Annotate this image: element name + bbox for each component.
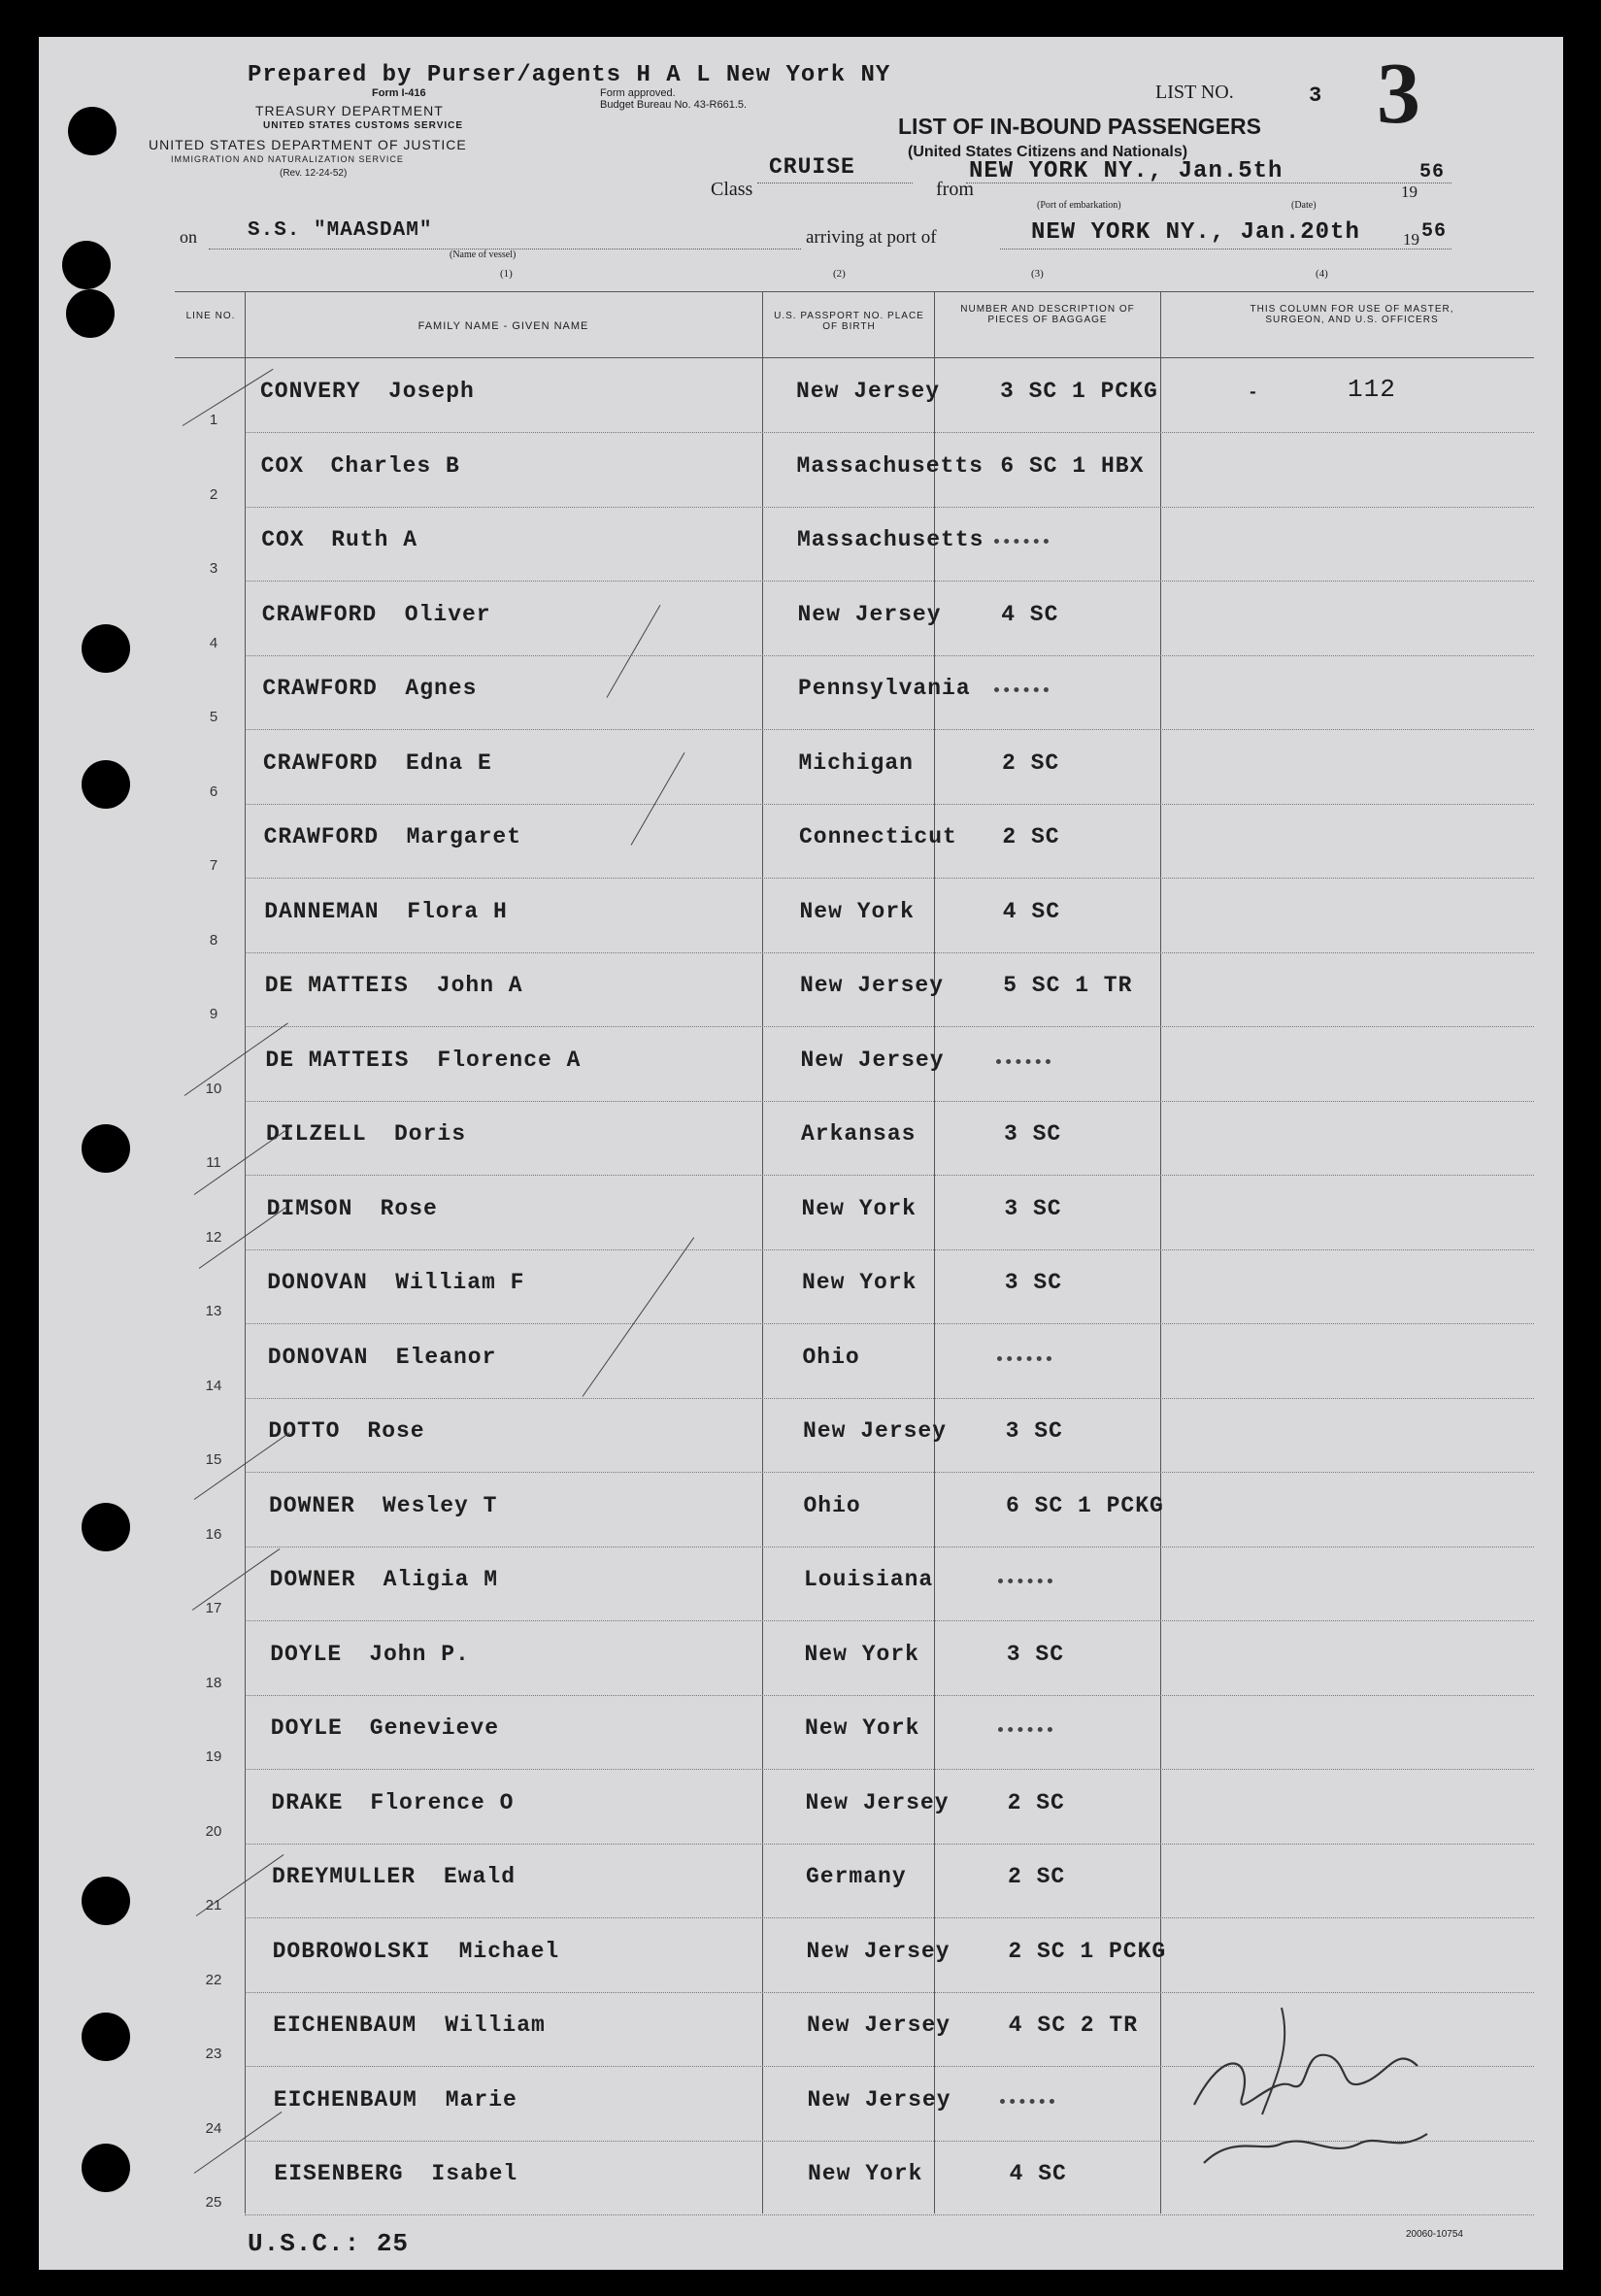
list-no-big: 3 (1377, 46, 1420, 142)
line-number: 22 (205, 1972, 222, 1988)
col-header-line: LINE NO. (185, 311, 236, 321)
col-marker-2: (2) (833, 268, 846, 280)
from-label: from (936, 179, 974, 200)
given-name: Agnes (405, 676, 478, 701)
line-number: 13 (205, 1303, 222, 1319)
row-rule (245, 507, 1534, 508)
given-name: Eleanor (395, 1345, 497, 1370)
family-name: DE MATTEIS (264, 973, 409, 998)
place-of-birth: Massachusetts (797, 527, 984, 552)
line-number: 1 (209, 412, 218, 428)
baggage-ditto-mark (1000, 2099, 1054, 2104)
family-name: DANNEMAN (264, 899, 380, 924)
given-name: Margaret (406, 824, 522, 849)
officer-note: 112 (1348, 375, 1396, 404)
baggage: 3 SC (1004, 1270, 1063, 1295)
year-prefix-1: 19 (1401, 183, 1418, 201)
family-name: DRAKE (271, 1790, 344, 1815)
baggage: 3 SC (1004, 1121, 1062, 1147)
row-rule (245, 1175, 1534, 1176)
row-rule (245, 1398, 1534, 1399)
check-mark (631, 752, 685, 846)
place-of-birth: New Jersey (796, 379, 941, 404)
binder-hole (82, 1503, 130, 1551)
given-name: Rose (367, 1418, 425, 1444)
row-rule (245, 1026, 1534, 1027)
row-rule (245, 1323, 1534, 1324)
baggage: 6 SC 1 HBX (1000, 453, 1145, 479)
row-rule (245, 655, 1534, 656)
family-name: CRAWFORD (262, 676, 378, 701)
date-label: (Date) (1291, 200, 1317, 211)
place-of-birth: Ohio (803, 1493, 861, 1518)
officer-dash: - (1248, 383, 1259, 403)
given-name: Isabel (431, 2161, 518, 2186)
family-name: CONVERY (260, 379, 361, 404)
given-name: Ruth A (331, 527, 418, 552)
place-of-birth: Massachusetts (796, 453, 984, 479)
baggage: 2 SC (1002, 750, 1060, 776)
given-name: Rose (380, 1196, 438, 1221)
line-number: 10 (205, 1081, 222, 1097)
baggage: 2 SC (1002, 824, 1060, 849)
line-number: 20 (205, 1823, 222, 1840)
binder-hole (82, 1877, 130, 1925)
line-number: 3 (209, 560, 218, 577)
customs-service: UNITED STATES CUSTOMS SERVICE (263, 120, 464, 131)
family-name: DONOVAN (267, 1345, 369, 1370)
place-of-birth: New York (799, 899, 915, 924)
given-name: Joseph (388, 379, 475, 404)
check-mark (583, 1237, 695, 1396)
family-name: EICHENBAUM (273, 2087, 417, 2113)
family-name: CRAWFORD (263, 824, 380, 849)
row-rule (245, 1844, 1534, 1845)
uscit-count: U.S.C.: 25 (248, 2229, 410, 2258)
given-name: Florence A (437, 1048, 582, 1073)
given-name: William F (395, 1270, 525, 1295)
line-number: 12 (205, 1229, 222, 1246)
given-name: John P. (369, 1642, 470, 1667)
place-of-birth: New Jersey (800, 973, 945, 998)
col-marker-4: (4) (1316, 268, 1328, 280)
place-of-birth: Pennsylvania (798, 676, 971, 701)
baggage: 6 SC 1 PCKG (1006, 1493, 1164, 1518)
baggage: 3 SC (1004, 1196, 1062, 1221)
given-name: Flora H (407, 899, 508, 924)
baggage-ditto-mark (996, 1059, 1051, 1064)
list-no-value: 3 (1309, 83, 1323, 108)
binder-hole (82, 1124, 130, 1173)
place-of-birth: New Jersey (805, 1790, 950, 1815)
place-of-birth: New York (805, 1715, 920, 1741)
line-number: 14 (205, 1378, 222, 1394)
baggage-ditto-mark (997, 1356, 1051, 1361)
col-header-officers: THIS COLUMN FOR USE OF MASTER, SURGEON, AND U.S. OFFICERS (1250, 304, 1454, 325)
row-rule (245, 1620, 1534, 1621)
row-rule (245, 952, 1534, 953)
line-number: 6 (209, 783, 218, 800)
place-of-birth: New Jersey (800, 1048, 945, 1073)
arriving-value: NEW YORK NY., Jan.20th (1031, 219, 1360, 246)
baggage: 2 SC (1007, 1790, 1065, 1815)
place-of-birth: New York (801, 1196, 917, 1221)
treasury-dept: TREASURY DEPARTMENT (255, 103, 444, 118)
baggage-ditto-mark (994, 539, 1049, 544)
given-name: John A (436, 973, 523, 998)
given-name: Marie (445, 2087, 517, 2113)
given-name: Wesley T (383, 1493, 498, 1518)
family-name: DOTTO (268, 1418, 341, 1444)
col-header-name: FAMILY NAME - GIVEN NAME (417, 320, 589, 332)
line-number: 19 (205, 1748, 222, 1765)
line-number: 15 (205, 1451, 222, 1468)
baggage: 4 SC 2 TR (1008, 2013, 1139, 2038)
row-rule (245, 804, 1534, 805)
col-header-baggage: NUMBER AND DESCRIPTION OF PIECES OF BAGGAGE (960, 304, 1135, 325)
place-of-birth: New York (802, 1270, 917, 1295)
class-label: Class (711, 179, 753, 200)
col-header-passport: U.S. PASSPORT NO. PLACE OF BIRTH (774, 311, 924, 332)
family-name: DIMSON (266, 1196, 353, 1221)
family-name: CRAWFORD (263, 750, 379, 776)
class-value: CRUISE (769, 154, 855, 180)
baggage: 5 SC 1 TR (1003, 973, 1133, 998)
line-number: 25 (205, 2194, 222, 2211)
given-name: Michael (458, 1939, 560, 1964)
line-number: 5 (209, 709, 218, 725)
row-rule (245, 729, 1534, 730)
line-number: 21 (205, 1897, 222, 1913)
on-label: on (180, 227, 197, 247)
doc-title: LIST OF IN-BOUND PASSENGERS (898, 114, 1261, 139)
baggage: 2 SC 1 PCKG (1008, 1939, 1167, 1964)
row-rule (245, 581, 1534, 582)
year-value-2: 56 (1421, 220, 1448, 243)
row-rule (245, 1249, 1534, 1250)
place-of-birth: Germany (806, 1864, 907, 1889)
prepared-by: Prepared by Purser/agents H A L New York NY (248, 62, 891, 88)
binder-hole (82, 760, 130, 809)
family-name: DE MATTEIS (265, 1048, 410, 1073)
budget-bureau: Budget Bureau No. 43-R661.5. (600, 99, 748, 111)
family-name: DREYMULLER (272, 1864, 417, 1889)
row-rule (245, 1472, 1534, 1473)
line-number: 4 (209, 635, 218, 651)
given-name: Florence O (370, 1790, 515, 1815)
year-prefix-2: 19 (1403, 230, 1419, 249)
immigration-service: IMMIGRATION AND NATURALIZATION SERVICE (171, 154, 404, 164)
binder-hole (82, 624, 130, 673)
line-number: 2 (209, 486, 218, 503)
given-name: Oliver (404, 602, 491, 627)
given-name: Charles B (330, 453, 460, 479)
place-of-birth: Michigan (798, 750, 914, 776)
line-number: 16 (205, 1526, 222, 1543)
binder-hole (66, 289, 115, 338)
row-rule (245, 432, 1534, 433)
family-name: DOYLE (270, 1715, 343, 1741)
family-name: EICHENBAUM (273, 2013, 417, 2038)
revision: (Rev. 12-24-52) (280, 168, 348, 179)
line-number: 7 (209, 857, 218, 874)
arriving-label: arriving at port of (806, 227, 937, 248)
form-approved: Form approved. (600, 87, 676, 99)
line-number: 9 (209, 1006, 218, 1022)
family-name: DONOVAN (267, 1270, 368, 1295)
year-value-1: 56 (1419, 161, 1446, 183)
line-number: 23 (205, 2046, 222, 2062)
baggage: 4 SC (1001, 602, 1059, 627)
baggage: 2 SC (1008, 1864, 1066, 1889)
baggage-ditto-mark (998, 1579, 1052, 1583)
family-name: DOBROWOLSKI (272, 1939, 431, 1964)
row-rule (245, 878, 1534, 879)
baggage: 4 SC (1009, 2161, 1067, 2186)
from-value: NEW YORK NY., Jan.5th (969, 158, 1284, 184)
binder-hole (82, 2144, 130, 2192)
family-name: DOWNER (269, 1567, 356, 1592)
given-name: Genevieve (369, 1715, 500, 1741)
baggage-ditto-mark (994, 687, 1049, 692)
baggage: 3 SC 1 PCKG (1000, 379, 1158, 404)
check-mark (192, 1548, 281, 1611)
list-no-label: LIST NO. (1155, 82, 1234, 103)
binder-hole (82, 2013, 130, 2061)
line-number: 24 (205, 2120, 222, 2137)
row-rule (245, 1917, 1534, 1918)
given-name: Aligia M (383, 1567, 499, 1592)
place-of-birth: New Jersey (807, 2087, 951, 2113)
doc-subtitle: (United States Citizens and Nationals) (908, 144, 1188, 160)
col-marker-3: (3) (1031, 268, 1044, 280)
row-rule (245, 1695, 1534, 1696)
place-of-birth: New Jersey (806, 1939, 951, 1964)
col-marker-1: (1) (500, 268, 513, 280)
line-number: 11 (206, 1154, 221, 1171)
row-rule (245, 2214, 1534, 2215)
place-of-birth: New York (804, 1642, 919, 1667)
row-rule (245, 1769, 1534, 1770)
family-name: DOYLE (270, 1642, 343, 1667)
baggage: 3 SC (1005, 1418, 1063, 1444)
place-of-birth: New Jersey (797, 602, 942, 627)
family-name: CRAWFORD (261, 602, 378, 627)
place-of-birth: Louisiana (804, 1567, 934, 1592)
line-number: 18 (205, 1675, 222, 1691)
family-name: COX (261, 527, 305, 552)
vessel-label: (Name of vessel) (450, 250, 517, 260)
port-embark-label: (Port of embarkation) (1037, 200, 1121, 211)
manifest-sheet (39, 37, 1563, 2270)
vessel-name: S.S. "MAASDAM" (248, 219, 433, 242)
family-name: DOWNER (269, 1493, 355, 1518)
row-rule (245, 1101, 1534, 1102)
family-name: EISENBERG (274, 2161, 404, 2186)
family-name: COX (260, 453, 305, 479)
given-name: Ewald (444, 1864, 517, 1889)
binder-hole (68, 107, 117, 155)
binder-hole (62, 241, 111, 289)
justice-dept: UNITED STATES DEPARTMENT OF JUSTICE (149, 137, 467, 152)
baggage: 4 SC (1002, 899, 1061, 924)
print-code: 20060-10754 (1406, 2229, 1463, 2240)
line-number: 17 (205, 1600, 222, 1616)
family-name: DILZELL (266, 1121, 367, 1147)
check-mark (196, 1854, 284, 1916)
form-number: Form I-416 (372, 87, 426, 99)
line-number: 8 (209, 932, 218, 948)
given-name: William (445, 2013, 546, 2038)
place-of-birth: Arkansas (801, 1121, 917, 1147)
signature (1165, 1988, 1456, 2182)
check-mark (607, 605, 661, 698)
baggage-ditto-mark (998, 1727, 1052, 1732)
place-of-birth: Connecticut (799, 824, 957, 849)
place-of-birth: New York (808, 2161, 923, 2186)
given-name: Edna E (406, 750, 492, 776)
baggage: 3 SC (1006, 1642, 1065, 1667)
place-of-birth: New Jersey (807, 2013, 951, 2038)
place-of-birth: Ohio (802, 1345, 860, 1370)
place-of-birth: New Jersey (803, 1418, 948, 1444)
given-name: Doris (394, 1121, 467, 1147)
